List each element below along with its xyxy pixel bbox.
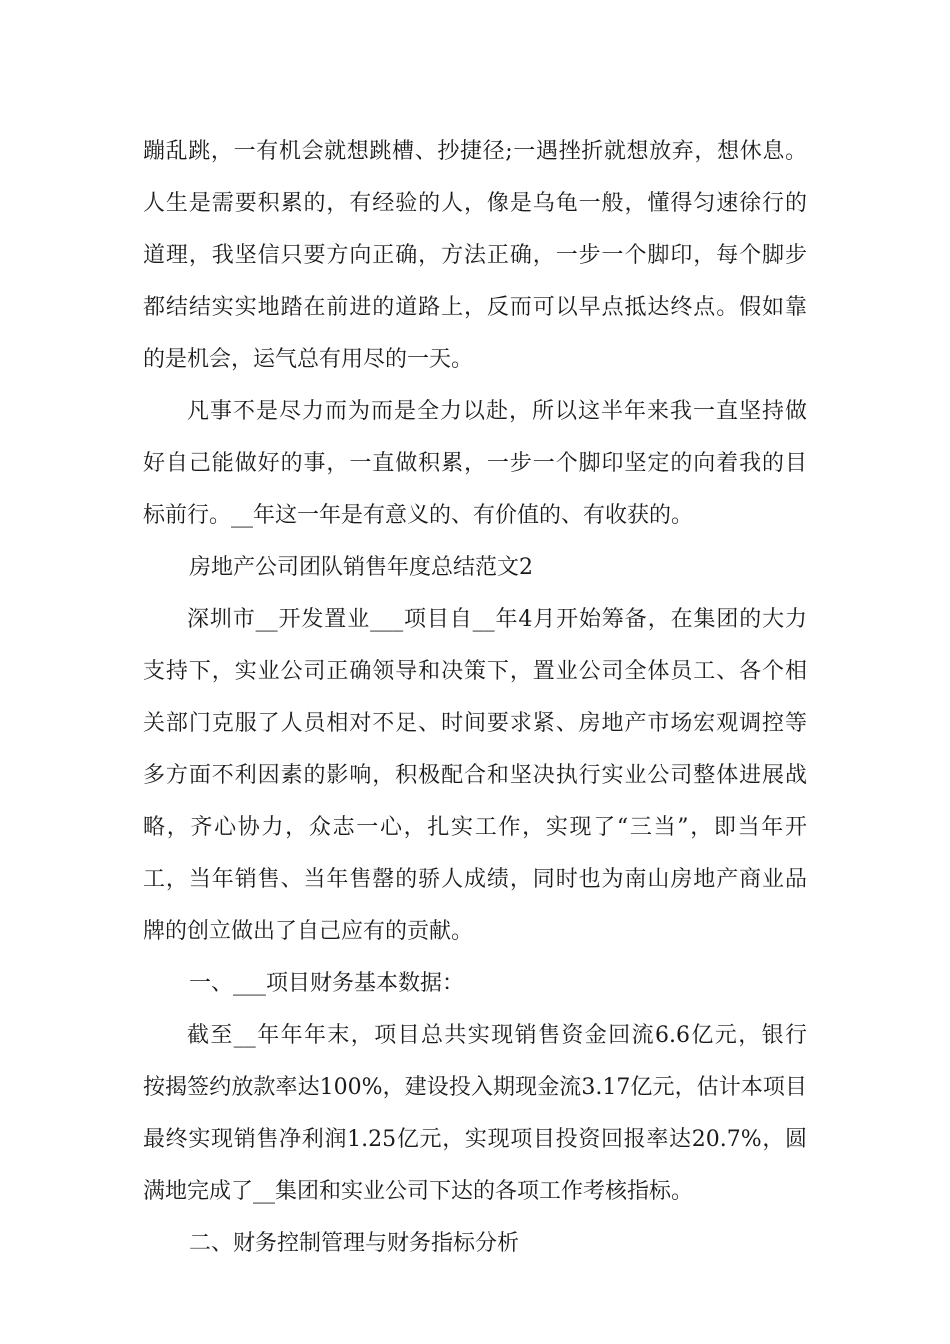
text-line: 满地完成了__集团和实业公司下达的各项工作考核指标。 — [143, 1179, 694, 1204]
text-line: 截至__年年年末，项目总共实现销售资金回流6.6亿元，银行 — [187, 1023, 807, 1048]
text-line: 关部门克服了人员相对不足、时间要求紧、房地产市场宏观调控等 — [143, 711, 807, 736]
text-line: 按揭签约放款率达100%，建设投入期现金流3.17亿元，估计本项目 — [143, 1075, 807, 1100]
text-line: 工，当年销售、当年售罄的骄人成绩，同时也为南山房地产商业品 — [143, 867, 807, 892]
text-line: 最终实现销售净利润1.25亿元，实现项目投资回报率达20.7%，圆 — [143, 1127, 807, 1152]
text-line: 支持下，实业公司正确领导和决策下，置业公司全体员工、各个相 — [143, 659, 807, 684]
text-line: 多方面不利因素的影响，积极配合和坚决执行实业公司整体进展战 — [143, 763, 807, 788]
text-line: 深圳市__开发置业___项目自__年4月开始筹备，在集团的大力 — [187, 607, 807, 632]
document-body — [143, 126, 807, 1270]
text-line: 好自己能做好的事，一直做积累，一步一个脚印坚定的向着我的目 — [143, 451, 807, 476]
text-line: 牌的创立做出了自己应有的贡献。 — [143, 919, 474, 944]
section-heading: 二、财务控制管理与财务指标分析 — [189, 1231, 520, 1256]
text-line: 都结结实实地踏在前进的道路上，反而可以早点抵达终点。假如靠 — [143, 295, 807, 320]
section-heading: 一、___项目财务基本数据： — [189, 971, 465, 996]
text-line: 凡事不是尽力而为而是全力以赴，所以这半年来我一直坚持做 — [187, 399, 807, 424]
section-heading: 房地产公司团队销售年度总结范文2 — [189, 555, 533, 580]
text-line: 的是机会，运气总有用尽的一天。 — [143, 347, 474, 372]
text-line: 蹦乱跳，一有机会就想跳槽、抄捷径;一遇挫折就想放弃，想休息。 — [143, 139, 807, 164]
text-line: 标前行。__年这一年是有意义的、有价值的、有收获的。 — [143, 503, 694, 528]
text-line: 人生是需要积累的，有经验的人，像是乌龟一般，懂得匀速徐行的 — [143, 191, 807, 216]
text-line: 略，齐心协力，众志一心，扎实工作，实现了“三当”，即当年开 — [143, 815, 807, 840]
text-line: 道理，我坚信只要方向正确，方法正确，一步一个脚印，每个脚步 — [143, 243, 807, 268]
